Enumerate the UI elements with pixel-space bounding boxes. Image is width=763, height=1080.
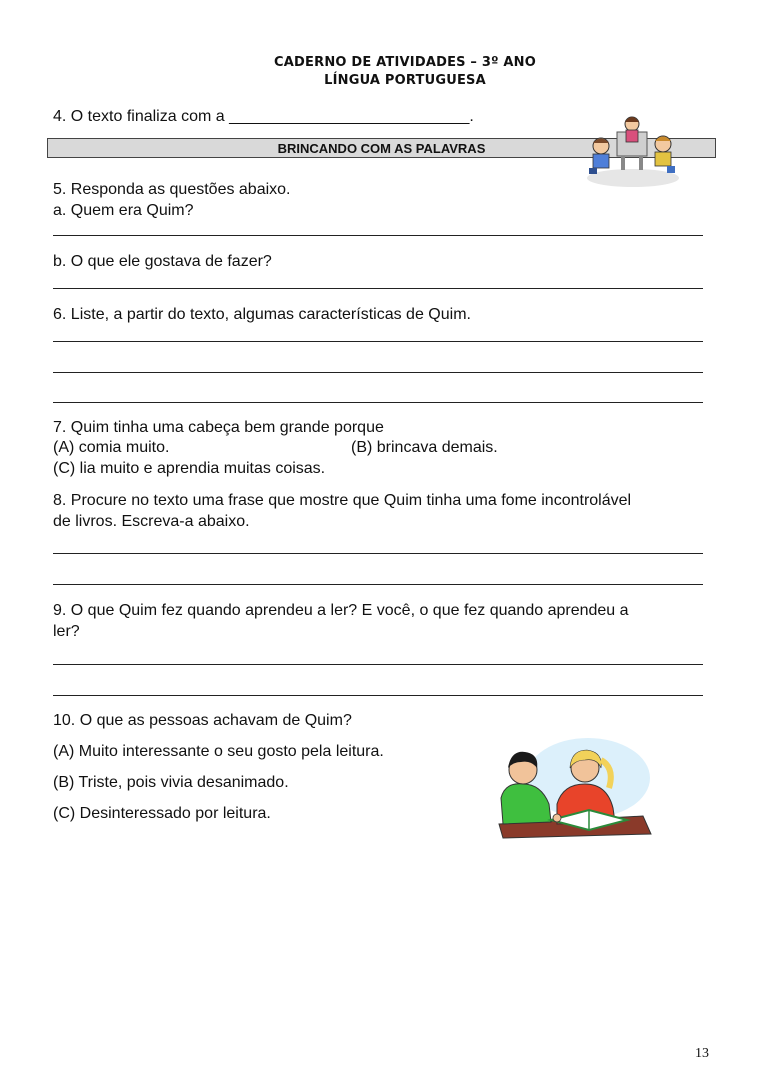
page-number: 13 <box>695 1046 709 1061</box>
answer-line[interactable] <box>53 372 703 373</box>
question-7-option-b: (B) brincava demais. <box>351 439 498 456</box>
question-5b: b. O que ele gostava de fazer? <box>53 253 272 270</box>
question-8-line-1: 8. Procure no texto uma frase que mostre que Quim tinha uma fome incontrolável <box>53 492 632 509</box>
question-9-line-1: 9. O que Quim fez quando aprendeu a ler? E você, o que fez quando aprendeu a <box>53 602 629 619</box>
children-playing-illustration <box>583 110 683 188</box>
section-banner-label: BRINCANDO COM AS PALAVRAS <box>277 141 486 156</box>
question-7-option-c: (C) lia muito e aprendia muitas coisas. <box>53 460 326 477</box>
answer-line[interactable] <box>53 584 703 585</box>
question-6: 6. Liste, a partir do texto, algumas características de Quim. <box>53 306 471 323</box>
answer-line[interactable] <box>53 664 703 665</box>
question-4: 4. O texto finaliza com a ___________________________. <box>53 108 474 125</box>
answer-line[interactable] <box>53 341 703 342</box>
question-10-option-b: (B) Triste, pois vivia desanimado. <box>53 774 289 791</box>
question-7: 7. Quim tinha uma cabeça bem grande porque <box>53 419 384 436</box>
question-5a: a. Quem era Quim? <box>53 202 194 219</box>
question-9-line-2: ler? <box>53 623 80 640</box>
children-reading-illustration <box>493 738 655 840</box>
answer-line[interactable] <box>53 553 703 554</box>
answer-line[interactable] <box>53 695 703 696</box>
question-7-option-a: (A) comia muito. <box>53 439 170 456</box>
question-10-option-c: (C) Desinteressado por leitura. <box>53 805 271 822</box>
worksheet-title: CADERNO DE ATIVIDADES – 3º ANO <box>274 55 536 70</box>
worksheet-subject: LÍNGUA PORTUGUESA <box>324 73 486 88</box>
question-5: 5. Responda as questões abaixo. <box>53 181 291 198</box>
question-8-line-2: de livros. Escreva-a abaixo. <box>53 513 250 530</box>
question-10-option-a: (A) Muito interessante o seu gosto pela leitura. <box>53 743 384 760</box>
answer-line[interactable] <box>53 235 703 236</box>
answer-line[interactable] <box>53 288 703 289</box>
question-10: 10. O que as pessoas achavam de Quim? <box>53 712 352 729</box>
answer-line[interactable] <box>53 402 703 403</box>
